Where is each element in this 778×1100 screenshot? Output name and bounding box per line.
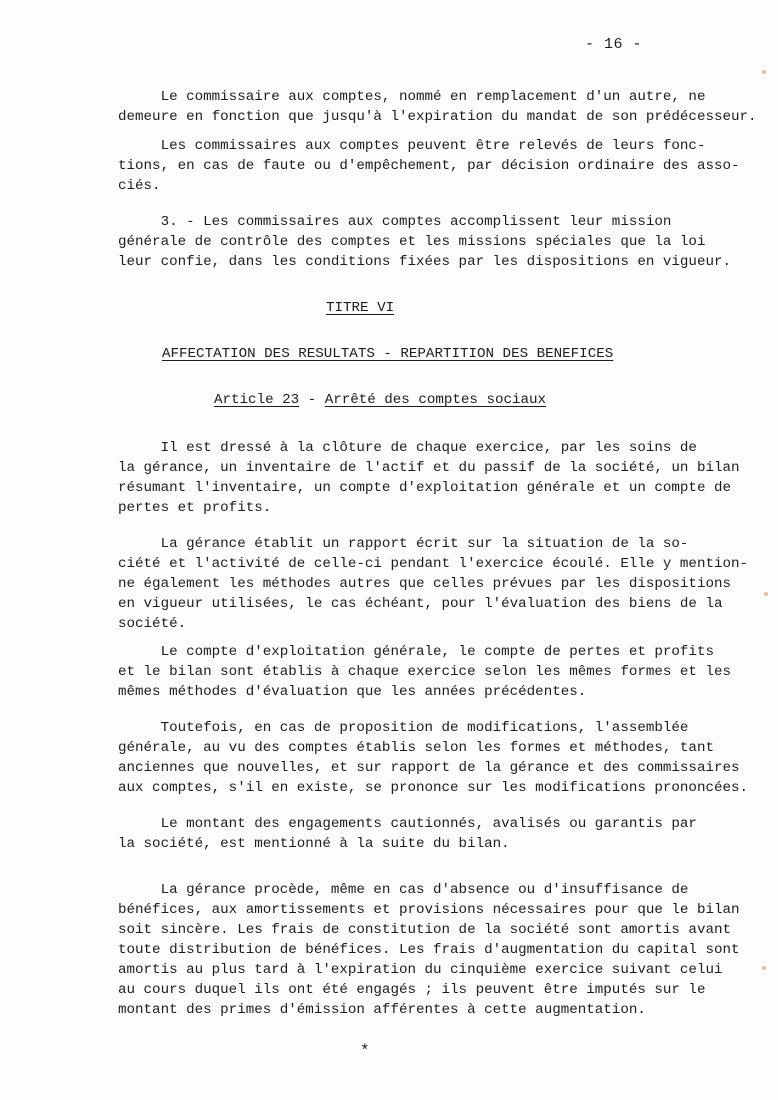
- paragraph-releve-fonctions: [118, 136, 740, 196]
- text-line: Le commissaire aux comptes, nommé en remplacement d'un autre, ne: [118, 89, 706, 105]
- text-line: leur confie, dans les conditions fixées par les dispositions en vigueur.: [118, 254, 731, 270]
- text-line: amortis au plus tard à l'expiration du cinquième exercice suivant celui: [118, 962, 723, 978]
- paper-speck: [764, 592, 768, 596]
- article-separator: -: [299, 392, 325, 408]
- text-line: résumant l'inventaire, un compte d'exploitation générale et un compte de: [118, 480, 731, 496]
- text-line: demeure en fonction que jusqu'à l'expiration du mandat de son prédécesseur.: [118, 109, 757, 125]
- paragraph-mission-commissaires: [118, 212, 731, 272]
- paragraph-amortissements: [118, 880, 740, 1020]
- text-line: ne également les méthodes autres que celles prévues par les dispositions: [118, 576, 731, 592]
- text-line: toute distribution de bénéfices. Les frais d'augmentation du capital sont: [118, 942, 740, 958]
- text-line: Les commissaires aux comptes peuvent être relevés de leurs fonc-: [118, 138, 706, 154]
- text-line: au cours duquel ils ont été engagés ; ils peuvent être imputés sur le: [118, 982, 706, 998]
- text-line: ciété et l'activité de celle-ci pendant l'exercice écoulé. Elle y mention-: [118, 556, 749, 572]
- text-line: soit sincère. Les frais de constitution de la société sont amortis avant: [118, 922, 731, 938]
- titre-heading: TITRE VI: [326, 300, 395, 316]
- article-title: Arrêté des comptes sociaux: [324, 392, 547, 408]
- paragraph-rapport-gerance: [118, 534, 749, 634]
- text-line: la gérance, un inventaire de l'actif et du passif de la société, un bilan: [118, 460, 740, 476]
- text-line: montant des primes d'émission afférentes à cette augmentation.: [118, 1002, 646, 1018]
- text-line: La gérance procède, même en cas d'absence ou d'insuffisance de: [118, 882, 689, 898]
- paper-speck: [762, 70, 766, 74]
- text-line: Le montant des engagements cautionnés, avalisés ou garantis par: [118, 816, 697, 832]
- text-line: en vigueur utilisées, le cas échéant, pour l'évaluation des biens de la: [118, 596, 723, 612]
- text-line: la société, est mentionné à la suite du bilan.: [118, 836, 510, 852]
- section-title: AFFECTATION DES RESULTATS - REPARTITION DES BENEFICES: [162, 346, 614, 362]
- footer-asterisk: *: [360, 1042, 370, 1060]
- page-number: - 16 -: [585, 36, 643, 53]
- text-line: anciennes que nouvelles, et sur rapport de la gérance et des commissaires: [118, 760, 740, 776]
- paragraph-engagements: [118, 814, 697, 854]
- text-line: aux comptes, s'il en existe, se prononce sur les modifications prononcées.: [118, 780, 749, 796]
- article-label: Article 23: [214, 392, 300, 408]
- paragraph-compte-exploitation: [118, 642, 731, 702]
- paragraph-commissaire-remplacement: [118, 87, 757, 127]
- text-line: Toutefois, en cas de proposition de modifications, l'assemblée: [118, 720, 689, 736]
- paper-speck: [762, 966, 766, 970]
- text-line: société.: [118, 616, 187, 632]
- text-line: pertes et profits.: [118, 500, 272, 516]
- text-line: Il est dressé à la clôture de chaque exercice, par les soins de: [118, 440, 697, 456]
- text-line: Le compte d'exploitation générale, le compte de pertes et profits: [118, 644, 714, 660]
- paragraph-inventaire: [118, 438, 740, 518]
- paragraph-modifications: [118, 718, 749, 798]
- text-line: bénéfices, aux amortissements et provisions nécessaires pour que le bilan: [118, 902, 740, 918]
- text-line: générale, au vu des comptes établis selon les formes et méthodes, tant: [118, 740, 714, 756]
- text-line: 3. - Les commissaires aux comptes accomplissent leur mission: [118, 214, 672, 230]
- text-line: générale de contrôle des comptes et les missions spéciales que la loi: [118, 234, 706, 250]
- text-line: La gérance établit un rapport écrit sur la situation de la so-: [118, 536, 689, 552]
- article-heading: [214, 390, 546, 410]
- text-line: tions, en cas de faute ou d'empêchement, par décision ordinaire des asso-: [118, 158, 740, 174]
- text-line: et le bilan sont établis à chaque exercice selon les mêmes formes et les: [118, 664, 731, 680]
- text-line: ciés.: [118, 178, 161, 194]
- text-line: mêmes méthodes d'évaluation que les années précédentes.: [118, 684, 587, 700]
